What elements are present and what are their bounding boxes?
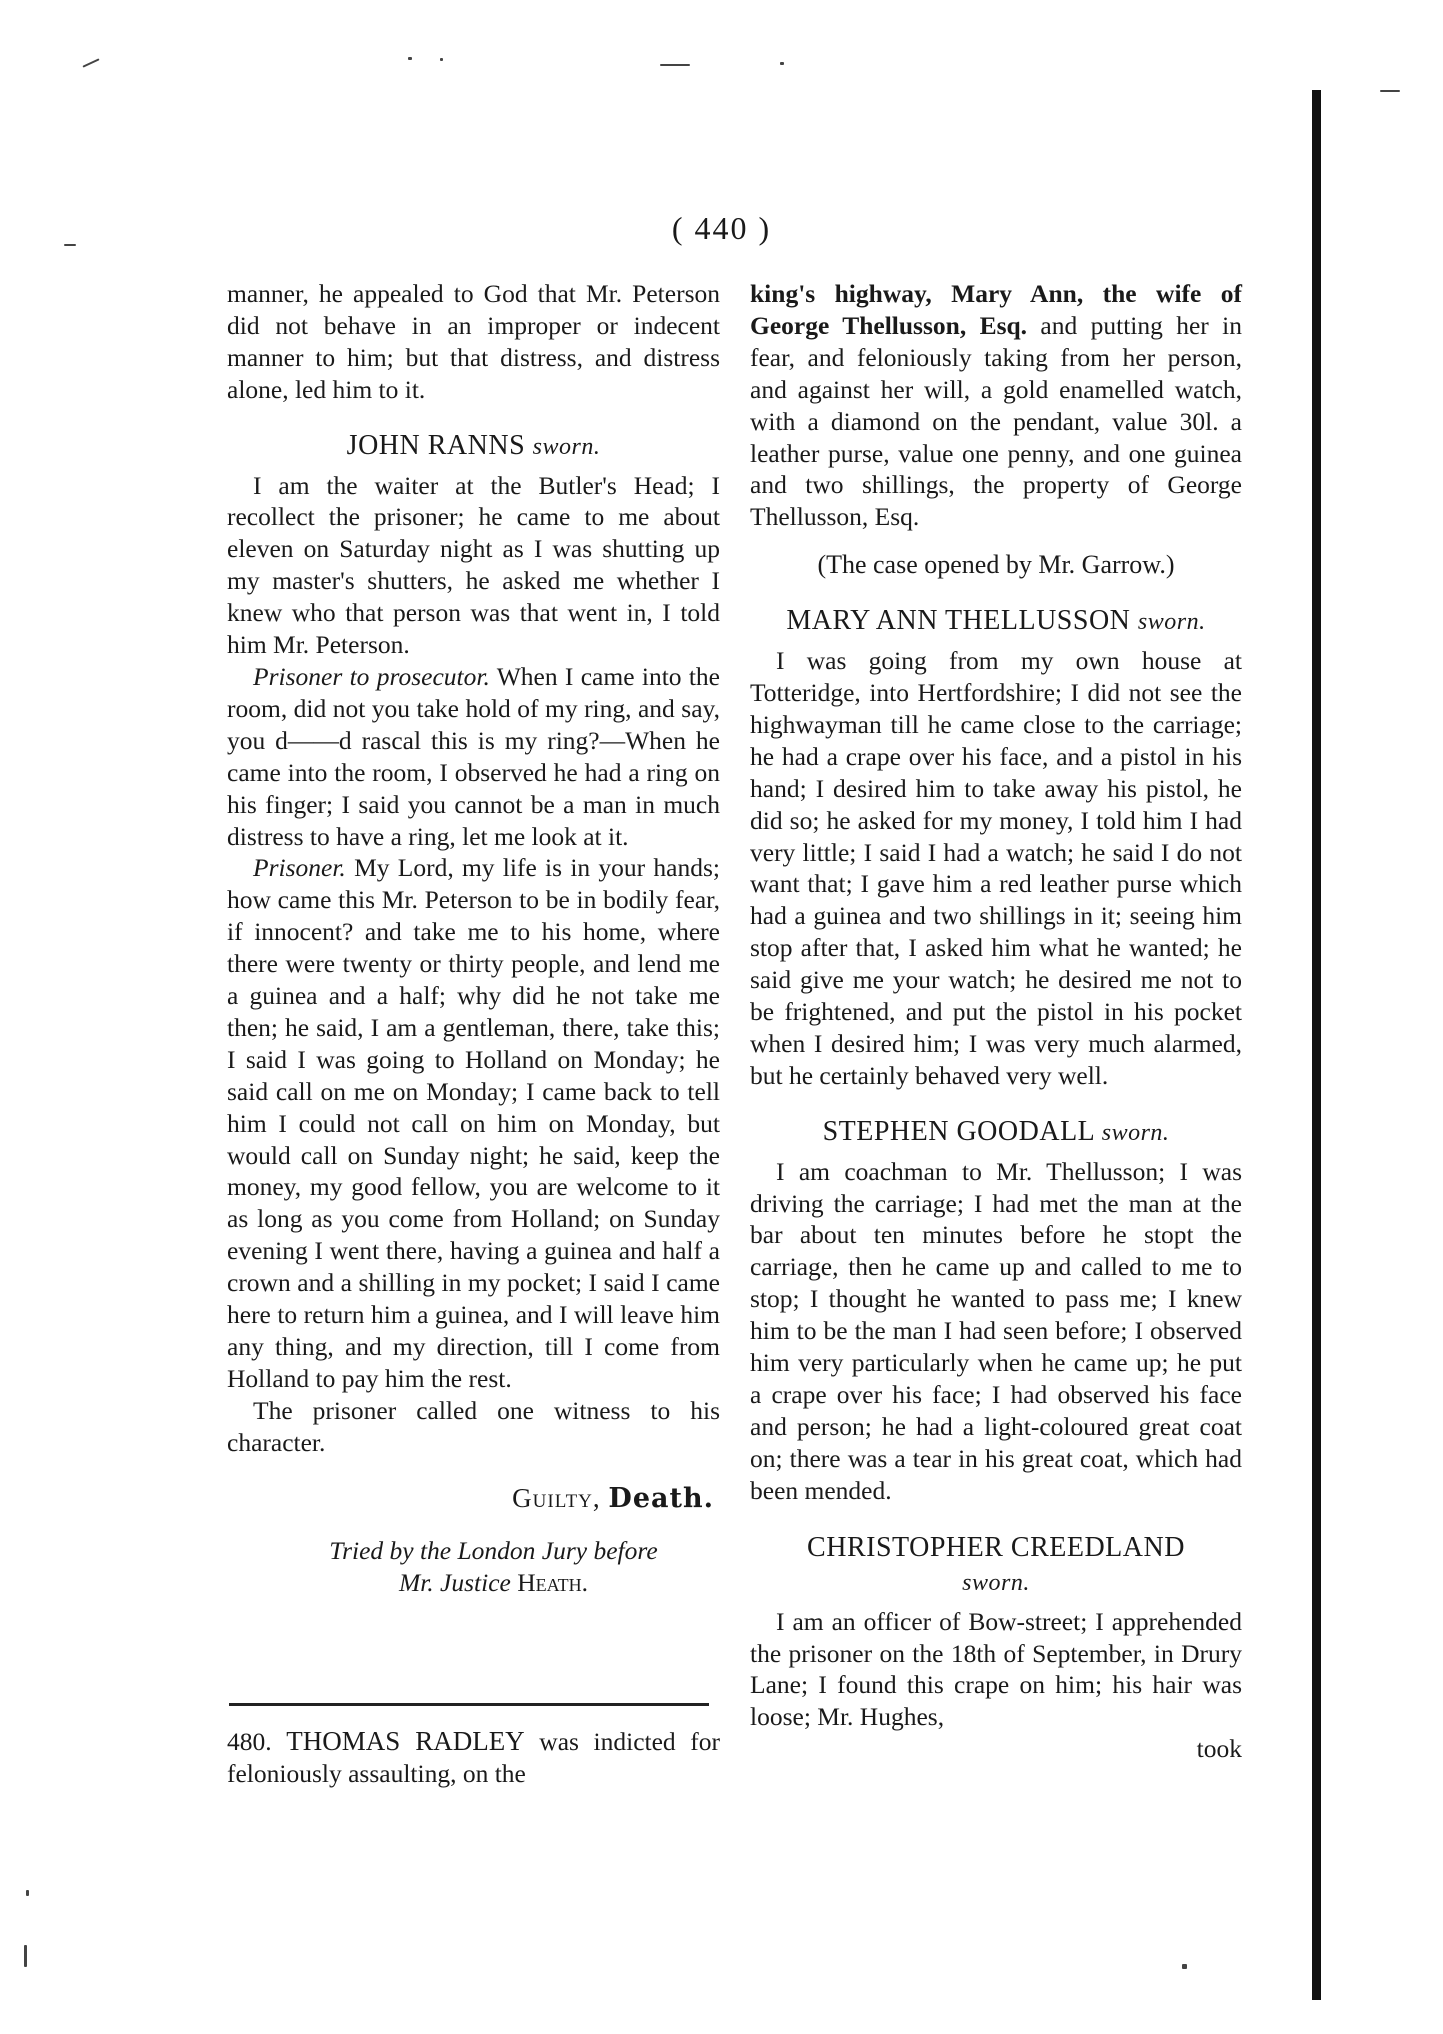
scan-speck [440,58,443,61]
catchword: took [1196,1734,1242,1764]
page-number: ( 440 ) [671,210,772,246]
new-case [227,1726,720,1790]
verdict-guilty: Guilty, [512,1482,601,1513]
left-column [227,278,720,1599]
bold-text: king's highway, Mary Ann, the wife of George Thellusson, Esq. [750,279,1242,340]
paragraph [750,278,1242,533]
speaker-label: Prisoner to prosecutor. [253,661,490,691]
verdict-death: Death. [608,1482,714,1514]
sworn-label: sworn. [532,433,601,460]
section-rule [229,1703,709,1706]
paragraph: manner, he appealed to God that Mr. Peterson did not behave in an improper or indecent manner to him; but that distress, and distress alone, led him to it. [227,279,720,404]
scan-speck [1380,90,1400,92]
testimony-paragraph: I am an officer of Bow-street; I apprehended the prisoner on the 18th of September, in Drury Lane; I found this crape on him; his hair was loose; Mr. Hughes, [750,1606,1242,1732]
sworn-label: sworn. [1101,1119,1170,1146]
case-opened-note: (The case opened by Mr. Garrow.) [817,550,1175,580]
case-number: 480. [227,1727,272,1756]
witness-name: STEPHEN GOODALL [822,1115,1095,1147]
scan-speck [26,1890,29,1896]
verdict [227,1483,720,1515]
scan-speck [82,58,99,67]
scan-speck [64,244,76,246]
sworn-label: sworn. [962,1569,1030,1596]
witness-heading [750,1116,1242,1150]
testimony-paragraph [227,852,720,1394]
right-column [750,278,1242,1765]
sworn-label: sworn. [1137,609,1206,636]
trial-note-line: Tried by the London Jury before [329,1535,658,1565]
defendant-name: THOMAS RADLEY [286,1726,525,1756]
witness-heading [750,1531,1242,1600]
case-paragraph [227,1726,720,1790]
witness-heading [750,605,1242,639]
scan-margin-bar [1312,90,1321,2000]
witness-name: CHRISTOPHER CREEDLAND [807,1531,1185,1563]
speech-text: When I came into the room, did not you take hold of my ring, and say, you d——d rascal this is my ring?—When he came into the room, I observed he had a ring on his finger; I said you cannot be a man in much distress to have a ring, let me look at it. [227,661,721,851]
testimony-paragraph: I am the waiter at the Butler's Head; I recollect the prisoner; he came to me about eleven on Saturday night as I was shutting up my master's shutters, he asked me whether I knew who that person was that went in, I told him Mr. Peterson. [227,470,720,660]
scan-speck [24,1945,27,1967]
testimony-paragraph: I was going from my own house at Totteridge, into Hertfordshire; I did not see the highwayman till he came close to the carriage; he had a crape over his face, and a pistol in his hand; I desired him to take away his pistol, he did so; he asked for my money, I told him I had very little; I said I had a watch; he said I do not want that; I gave him a red leather purse which had a guinea and two shillings in it; seeing him stop after that, I asked him what he wanted; he said give me your watch; he desired me not to be frightened, and put the pistol in his pocket when I desired him; I was very much alarmed, but he certainly behaved very well. [750,646,1242,1090]
testimony-paragraph: I am coachman to Mr. Thellusson; I was driving the carriage; I had met the man at the bar about ten minutes before he stopt the carriage, then he came up and called to me to stop; I thought he wanted to pass me; I knew him to be the man I had seen before; I observed him very particularly when he came up; he put a crape over his face; I had observed his face and person; he had a light-coloured great coat on; there was a tear in his great coat, which had been mended. [750,1156,1242,1505]
paragraph-text: and putting her in fear, and feloniously taking from her person, and against her will, a gold enamelled watch, with a diamond on the pendant, value 30l. a leather purse, value one penny, and one guinea and two shillings, the property of George Thellusson, Esq. [750,310,1242,532]
testimony-paragraph [227,661,720,852]
trial-note [227,1535,720,1599]
paragraph: The prisoner called one witness to his character. [227,1395,720,1457]
witness-name: JOHN RANNS [346,429,526,461]
trial-note-line [267,1567,720,1599]
speaker-label: Prisoner. [253,853,346,883]
scan-speck [408,57,412,60]
trial-judge-title: Mr. Justice [398,1567,511,1597]
scan-speck [780,62,784,65]
witness-heading [227,430,720,464]
trial-judge-name: Heath. [517,1567,589,1597]
witness-name: MARY ANN THELLUSSON [786,605,1131,637]
speech-text: My Lord, my life is in your hands; how came this Mr. Peterson to be in bodily fear, if innocent? and take me to his home, where there were twenty or thirty people, and lend me a guinea and a half; why did he not take me then; he said, I am a gentleman, there, take this; I said I was going to Holland on Monday; he said call on me on Monday; I came back to tell him I could not call on him on Monday, but would call on Sunday night; he said, keep the money, my good fellow, you are welcome to it as long as you come from Holland; on Sunday evening I went there, having a guinea and half a crown and a shilling in my pocket; I said I came here to return him a guinea, and I will leave him any thing, and my direction, till I come from Holland to pay him the rest. [227,853,720,1393]
case-text: was indicted for feloniously assaulting, on the [227,1727,720,1788]
scan-speck [660,64,690,66]
scan-speck [1182,1964,1187,1969]
